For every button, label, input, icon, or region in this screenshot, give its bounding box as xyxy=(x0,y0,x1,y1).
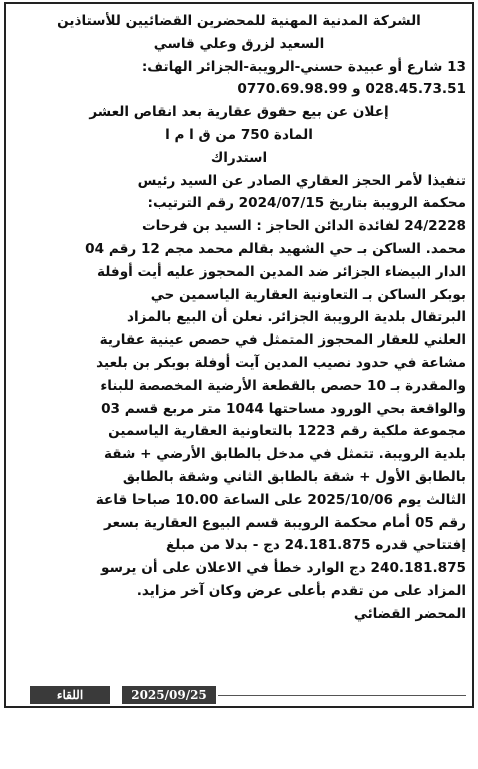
publication-footer xyxy=(4,684,474,708)
body-line: 24/2228 لفائدة الدائن الحاجز : السيد بن فرحات xyxy=(141,218,466,235)
body-line: بوبكر الساكن بـ التعاونية العقارية الياسمين حي xyxy=(150,286,466,303)
body-line: بلدية الرويبة. تتمثل في مدخل بالطابق الأرضي + شقة xyxy=(103,446,466,463)
legal-notice xyxy=(4,2,474,708)
body-line: محمد. الساكن بـ حي الشهيد بقالم محمد مجم 12 رقم 04 xyxy=(85,240,466,257)
body-line: 240.181.875 دج الوارد خطأ في الاعلان على أن يرسو xyxy=(101,560,466,577)
body-line: العلني للعقار المحجوز المتمثل في حصص عينية عقارية xyxy=(99,332,466,349)
body-line: البرتقال بلدية الرويبة الجزائر. نعلن أن البيع بالمزاد xyxy=(127,309,466,326)
body-line: رقم 05 أمام محكمة الرويبة قسم البيوع العقارية بسعر xyxy=(104,514,466,531)
footer-divider xyxy=(218,695,466,696)
phone-line: 028.45.73.51 و 0770.69.98.99 xyxy=(237,81,466,98)
office-name-line-1: الشركة المدنية المهنية للمحضرين القضائيين للأستاذين xyxy=(57,13,421,29)
body-line: إفتتاحي قدره 24.181.875 دج - بدلا من مبلغ xyxy=(166,537,466,554)
body-line: والمقدرة بـ 10 حصص بالقطعة الأرضية المخصصة للبناء xyxy=(100,377,466,394)
publication-date-tag: 2025/09/25 xyxy=(122,686,216,704)
body-line: تنفيذا لأمر الحجز العقاري الصادر عن السيد رئيس xyxy=(137,172,466,189)
notice-title: إعلان عن بيع حقوق عقارية بعد انقاص العشر xyxy=(89,104,389,121)
body-line: الدار البيضاء الجزائر ضد المدين المحجوز عليه أيت أوفلة xyxy=(97,263,466,280)
body-line: محكمة الرويبة بتاريخ 2024/07/15 رقم الترتيب: xyxy=(147,195,466,212)
office-name-line-2: السعيد لزرق وعلي قاسي xyxy=(153,35,325,52)
body-line: المزاد على من تقدم بأعلى عرض وكان آخر مزايد. xyxy=(136,582,466,599)
body-line: والواقعة بحي الورود مساحتها 1044 متر مربع قسم 03 xyxy=(101,400,466,417)
legal-article: المادة 750 من ق ا م ا xyxy=(165,126,313,143)
body-line: بالطابق الأول + شقة بالطابق الثاني وشقة بالطابق xyxy=(122,468,466,485)
address-line: 13 شارع أو عبيدة حسني-الرويبة-الجزائر الهاتف: xyxy=(141,58,466,75)
body-line: مشاعة في حدود نصيب المدين آيت أوفلة بوبكر بن بلعيد xyxy=(96,354,466,371)
body-line: الثالث يوم 2025/10/06 على الساعة 10.00 صباحا قاعة xyxy=(95,491,466,508)
notice-body xyxy=(12,10,466,626)
signature-line: المحضر القضائي xyxy=(353,605,466,622)
correction-heading: استدراك xyxy=(210,149,268,166)
newspaper-name-tag: اللقاء xyxy=(30,686,110,704)
body-line: مجموعة ملكية رقم 1223 بالتعاونية العقارية الياسمين xyxy=(108,423,466,440)
